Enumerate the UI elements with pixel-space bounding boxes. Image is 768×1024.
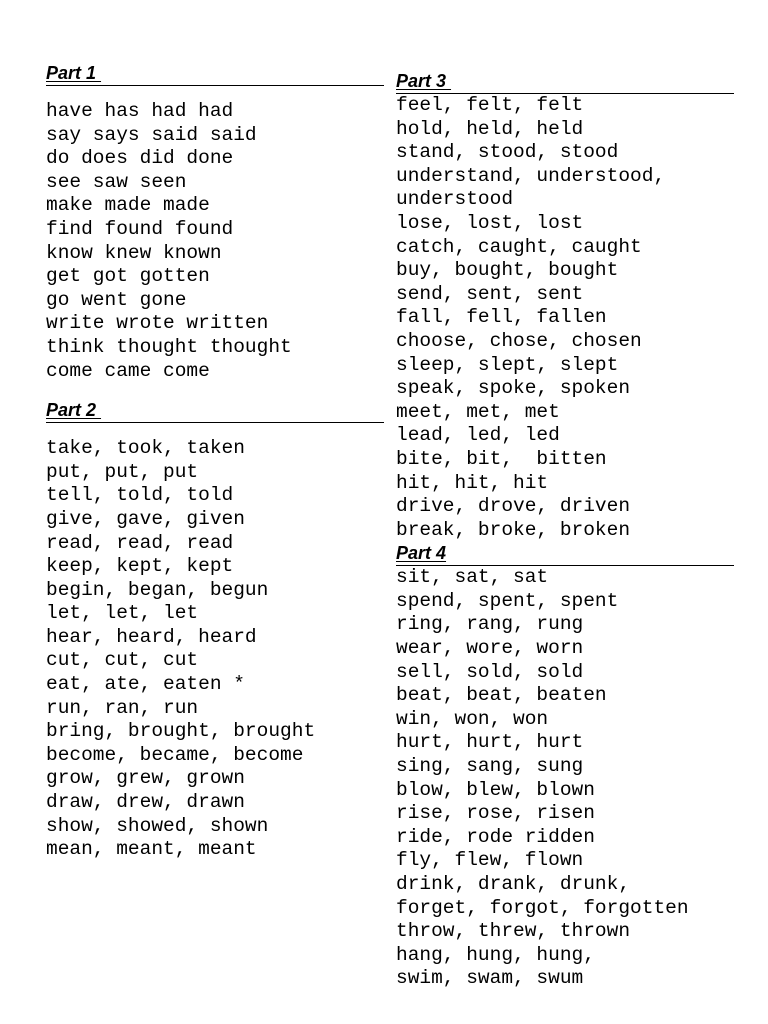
verb-forms-item: put, put, put	[46, 460, 199, 483]
verb-forms-item: hurt, hurt, hurt	[396, 731, 584, 754]
verb-forms-item: meet, met, met	[396, 400, 560, 423]
verb-forms-item: begin, began, begun	[46, 578, 269, 601]
right-column	[396, 70, 734, 991]
verb-forms-item: mean, meant, meant	[46, 838, 257, 861]
verb-forms-item: think thought thought	[46, 335, 292, 358]
verb-forms-item: show, showed, shown	[46, 814, 269, 837]
verb-forms-item: say says said said	[46, 123, 257, 146]
part-3-section	[396, 70, 734, 542]
verb-forms-item: win, won, won	[396, 707, 549, 730]
part-1-heading: Part 1	[46, 62, 384, 86]
verb-forms-item: swim, swam, swum	[396, 967, 584, 990]
verb-forms-item: grow, grew, grown	[46, 767, 245, 790]
verb-forms-item: throw, threw, thrown	[396, 920, 631, 943]
verb-forms-item: bite, bit, bitten	[396, 447, 607, 470]
left-column	[46, 62, 384, 862]
verb-forms-item: eat, ate, eaten *	[46, 673, 245, 696]
verb-forms-item: fall, fell, fallen	[396, 306, 607, 329]
verb-forms-item: read, read, read	[46, 531, 234, 554]
verb-forms-item: sleep, slept, slept	[396, 353, 619, 376]
part-4-heading: Part 4	[396, 542, 734, 566]
verb-forms-item: sing, sang, sung	[396, 755, 584, 778]
verb-forms-item: fly, flew, flown	[396, 849, 584, 872]
verb-forms-item: blow, blew, blown	[396, 778, 595, 801]
part-1-verb-list	[46, 100, 384, 383]
verb-forms-item: send, sent, sent	[396, 282, 584, 305]
part-4-verb-list	[396, 566, 734, 991]
part-2-heading: Part 2	[46, 399, 384, 423]
verb-forms-item: hold, held, held	[396, 117, 584, 140]
part-1-section	[46, 62, 384, 383]
verb-forms-item: beat, beat, beaten	[396, 684, 607, 707]
verb-forms-item: go went gone	[46, 288, 187, 311]
verb-forms-item: forget, forgot, forgotten	[396, 896, 689, 919]
verb-forms-item: ring, rang, rung	[396, 613, 584, 636]
verb-forms-item: speak, spoke, spoken	[396, 377, 631, 400]
verb-forms-item: drive, drove, driven	[396, 495, 631, 518]
verb-forms-item: cut, cut, cut	[46, 649, 199, 672]
verb-forms-item: drink, drank, drunk,	[396, 873, 631, 895]
part-4-section	[396, 542, 734, 991]
verb-forms-item: take, took, taken	[46, 437, 245, 460]
verb-forms-item: find found found	[46, 217, 234, 240]
verb-forms-item: bring, brought, brought	[46, 720, 316, 743]
verb-forms-item: become, became, become	[46, 743, 304, 766]
part-3-verb-list	[396, 94, 734, 542]
verb-forms-item: know knew known	[46, 241, 222, 264]
verb-forms-item: get got gotten	[46, 265, 210, 288]
verb-forms-item: write wrote written	[46, 312, 269, 335]
verb-forms-item: see saw seen	[46, 170, 187, 193]
verb-forms-item: wear, wore, worn	[396, 637, 584, 660]
verb-forms-item: come came come	[46, 359, 210, 382]
part-2-verb-list	[46, 437, 384, 862]
verb-forms-item: sit, sat, sat	[396, 566, 549, 589]
verb-forms-item: rise, rose, risen	[396, 802, 595, 825]
verb-forms-item: choose, chose, chosen	[396, 329, 642, 352]
verb-forms-item: understood	[396, 188, 514, 211]
verb-forms-item: hear, heard, heard	[46, 625, 257, 648]
verb-forms-item: let, let, let	[46, 602, 199, 625]
verb-forms-item: tell, told, told	[46, 484, 234, 507]
verb-forms-item: spend, spent, spent	[396, 589, 619, 612]
verb-forms-item: ride, rode ridden	[396, 825, 595, 848]
verb-forms-item: catch, caught, caught	[396, 235, 642, 258]
verb-forms-item: draw, drew, drawn	[46, 791, 245, 814]
verb-forms-item: sell, sold, sold	[396, 660, 584, 683]
verb-forms-item: feel, felt, felt	[396, 94, 584, 116]
verb-forms-item: lead, led, led	[396, 424, 560, 447]
verb-forms-item: do does did done	[46, 147, 234, 170]
verb-forms-item: understand, understood,	[396, 164, 666, 187]
verb-forms-item: hang, hung, hung,	[396, 943, 595, 966]
verb-forms-item: hit, hit, hit	[396, 471, 549, 494]
verb-forms-item: lose, lost, lost	[396, 211, 584, 234]
verb-forms-item: have has had had	[46, 100, 234, 122]
part-3-heading: Part 3	[396, 70, 734, 94]
verb-forms-item: keep, kept, kept	[46, 555, 234, 578]
part-2-section	[46, 399, 384, 862]
verb-forms-item: break, broke, broken	[396, 518, 631, 541]
verb-forms-item: stand, stood, stood	[396, 141, 619, 164]
verb-forms-item: make made made	[46, 194, 210, 217]
verb-forms-item: give, gave, given	[46, 507, 245, 530]
verb-forms-item: run, ran, run	[46, 696, 199, 719]
verb-forms-item: buy, bought, bought	[396, 259, 619, 282]
